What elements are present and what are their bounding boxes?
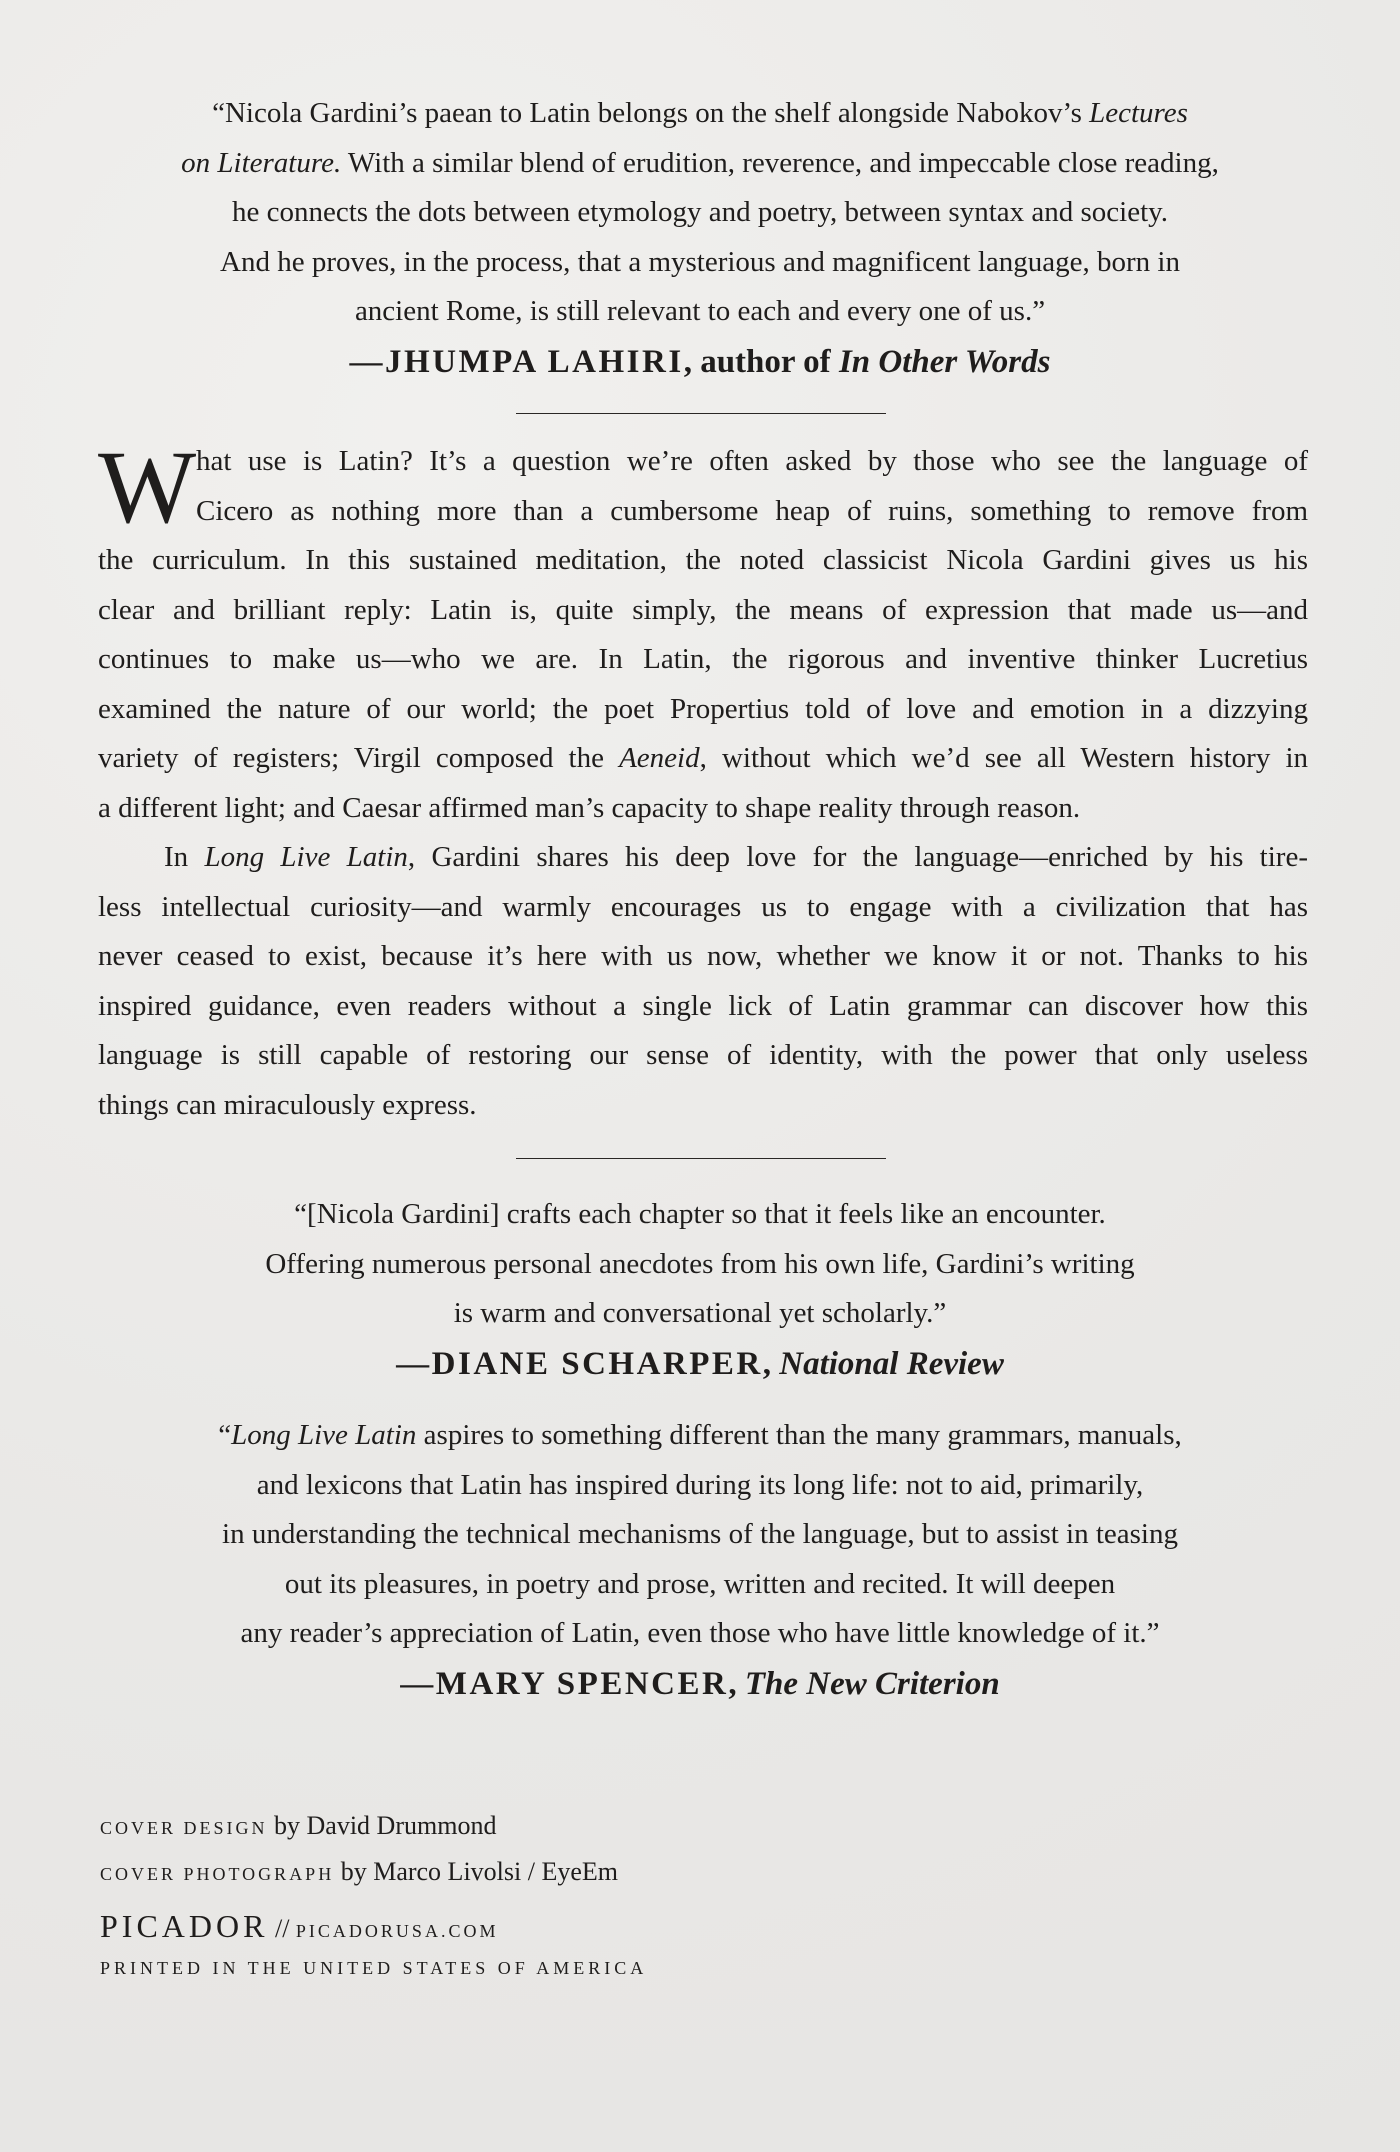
quote-line: and lexicons that Latin has inspired during its long life: not to aid, primarily, xyxy=(256,1468,1144,1501)
book-description xyxy=(98,430,1309,1130)
body-line: variety of registers; Virgil composed the Aeneid, without which we’d see all Western history in xyxy=(98,742,1309,774)
quote-line: out its pleasures, in poetry and prose, written and recited. It will deepen xyxy=(284,1567,1116,1600)
body-line: a different light; and Caesar affirmed man’s capacity to shape reality through reason. xyxy=(98,791,1081,824)
spencer-attribution: —MARY SPENCER, The New Criterion xyxy=(400,1665,1000,1702)
cover-design-credit: COVER DESIGN by David Drummond xyxy=(100,1811,497,1840)
printed-in: PRINTED IN THE UNITED STATES OF AMERICA xyxy=(100,1958,648,1978)
body-line: inspired guidance, even readers without a single lick of Latin grammar can discover how this xyxy=(98,989,1308,1022)
quote-line: ancient Rome, is still relevant to each and every one of us.” xyxy=(354,295,1046,327)
scharper-attribution: —DIANE SCHARPER, National Review xyxy=(396,1345,1004,1382)
spencer-quote xyxy=(100,1411,1300,1709)
body-line: language is still capable of restoring our sense of identity, with the power that only useless xyxy=(98,1039,1308,1071)
body-line: continues to make us—who we are. In Latin, the rigorous and inventive thinker Lucretius xyxy=(98,643,1308,675)
lahiri-quote xyxy=(100,89,1300,387)
body-line: things can miraculously express. xyxy=(98,1088,477,1121)
body-line: examined the nature of our world; the poet Propertius told of love and emotion in a dizzying xyxy=(98,692,1308,725)
publisher-website: PICADORUSA.COM xyxy=(295,1921,499,1941)
drop-cap: W xyxy=(98,430,197,545)
divider-middle xyxy=(516,1158,886,1159)
body-line: Cicero as nothing more than a cumbersome heap of ruins, something to remove from xyxy=(196,494,1308,527)
body-line: never ceased to exist, because it’s here with us now, whether we know it or not. Thanks to his xyxy=(98,940,1308,972)
scharper-quote xyxy=(100,1190,1300,1389)
credits xyxy=(100,1804,1000,1983)
quote-line: Offering numerous personal anecdotes from his own life, Gardini’s writing xyxy=(265,1247,1135,1280)
quote-line: “[Nicola Gardini] crafts each chapter so that it feels like an encounter. xyxy=(294,1198,1106,1230)
quote-line: he connects the dots between etymology and poetry, between syntax and society. xyxy=(231,196,1169,228)
quote-line: on Literature. With a similar blend of erudition, reverence, and impeccable close reading, xyxy=(181,146,1219,179)
quote-line: any reader’s appreciation of Latin, even those who have little knowledge of it.” xyxy=(240,1617,1160,1649)
quote-line: “Long Live Latin aspires to something different than the many grammars, manuals, xyxy=(218,1419,1182,1451)
body-line: less intellectual curiosity—and warmly encourages us to engage with a civilization that has xyxy=(98,890,1308,923)
divider-top xyxy=(516,413,886,414)
quote-line: is warm and conversational yet scholarly.” xyxy=(453,1297,947,1329)
quote-line: in understanding the technical mechanisms of the language, but to assist in teasing xyxy=(222,1518,1178,1550)
cover-photo-credit: COVER PHOTOGRAPH by Marco Livolsi / EyeEm xyxy=(100,1857,618,1886)
publisher-line: PICADOR // PICADORUSA.COM xyxy=(100,1908,499,1944)
publisher-name: PICADOR xyxy=(100,1908,269,1944)
lahiri-attribution: —JHUMPA LAHIRI, author of In Other Words xyxy=(349,343,1051,380)
body-line: the curriculum. In this sustained meditation, the noted classicist Nicola Gardini gives us his xyxy=(98,544,1308,576)
body-line: In Long Live Latin, Gardini shares his deep love for the language—enriched by his tire- xyxy=(164,841,1308,873)
quote-line: And he proves, in the process, that a mysterious and magnificent language, born in xyxy=(220,245,1180,278)
body-line: clear and brilliant reply: Latin is, quite simply, the means of expression that made us—and xyxy=(98,593,1308,626)
quote-line: “Nicola Gardini’s paean to Latin belongs on the shelf alongside Nabokov’s Lectures xyxy=(212,97,1188,129)
body-line: hat use is Latin? It’s a question we’re often asked by those who see the language of xyxy=(196,445,1308,477)
